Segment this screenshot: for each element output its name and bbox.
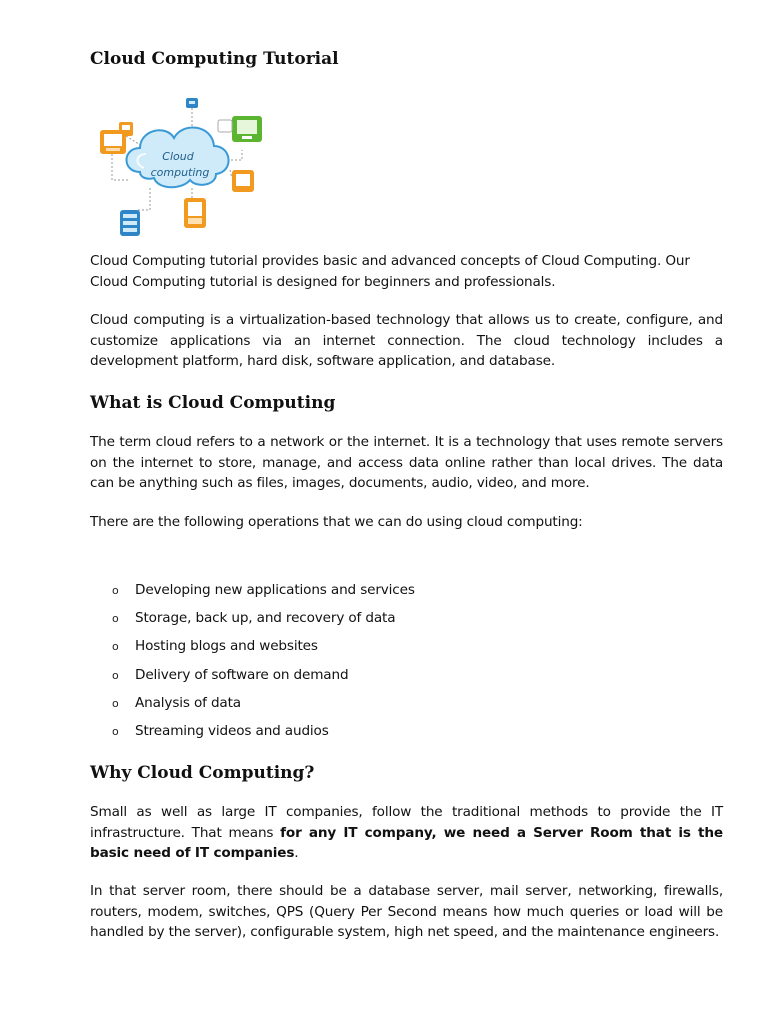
intro-paragraph-1: Cloud Computing tutorial provides basic and advanced concepts of Cloud Computing. Our Cloud Computing tutorial is designed for beginners and professionals.	[90, 253, 690, 290]
cloud-computing-illustration	[92, 90, 272, 242]
list-item-label: Storage, back up, and recovery of data	[135, 610, 396, 627]
bullet-icon: o	[112, 668, 119, 682]
bullet-icon: o	[112, 612, 119, 626]
list-item	[90, 665, 723, 693]
bullet-icon: o	[112, 640, 119, 654]
tablet-icon-right	[232, 170, 254, 192]
operations-list	[90, 580, 723, 749]
list-item	[90, 636, 723, 664]
page-title: Cloud Computing Tutorial	[90, 49, 339, 69]
mobile-icon	[184, 198, 206, 228]
list-item-label: Analysis of data	[135, 694, 241, 711]
why-paragraph-1-start: Small as well as large IT companies, follow the traditional methods to provide the IT infrastructure. That means	[90, 804, 723, 841]
monitor-icon	[232, 116, 262, 142]
what-is-heading: What is Cloud Computing	[90, 393, 336, 413]
bullet-icon: o	[112, 724, 119, 738]
why-paragraph-2: In that server room, there should be a database server, mail server, networking, firewalls, routers, modem, switches, QPS (Query Per Second means how much queries or load will be handled by the server), configurable system, high net speed, and the maintenance engineers.	[90, 883, 723, 940]
database-icon	[120, 210, 140, 236]
laptop-icon	[100, 130, 126, 154]
why-paragraph-1-end: .	[294, 845, 299, 861]
server-icon-top	[186, 98, 198, 108]
gauge-icon	[218, 120, 232, 132]
why-heading: Why Cloud Computing?	[90, 763, 315, 783]
intro-paragraph-2: Cloud computing is a virtualization-based technology that allows us to create, configure, and customize applications via an internet connection. The cloud technology includes a development platform, hard disk, software application, and database.	[90, 312, 723, 369]
list-item-label: Streaming videos and audios	[135, 722, 329, 739]
list-item	[90, 693, 723, 721]
list-item	[90, 580, 723, 608]
cloud-label-line1: Cloud	[162, 150, 194, 163]
what-is-paragraph-1: The term cloud refers to a network or the internet. It is a technology that uses remote servers on the internet to store, manage, and access data online rather than local drives. The data can be anything such as files, images, documents, audio, video, and more.	[90, 434, 723, 491]
bullet-icon: o	[112, 696, 119, 710]
bullet-icon: o	[112, 584, 119, 597]
list-item	[90, 608, 723, 636]
why-paragraph-1-bold: for any IT company, we need a Server Room that is the basic need of IT companies	[90, 824, 723, 861]
cloud-label-line2: computing	[150, 166, 210, 179]
list-item-label: Delivery of software on demand	[135, 666, 349, 683]
list-item-label: Hosting blogs and websites	[135, 638, 318, 655]
operations-intro: There are the following operations that we can do using cloud computing:	[90, 514, 583, 530]
list-item-label: Developing new applications and services	[135, 582, 415, 598]
list-item	[90, 721, 723, 749]
why-paragraph-1	[90, 802, 723, 864]
